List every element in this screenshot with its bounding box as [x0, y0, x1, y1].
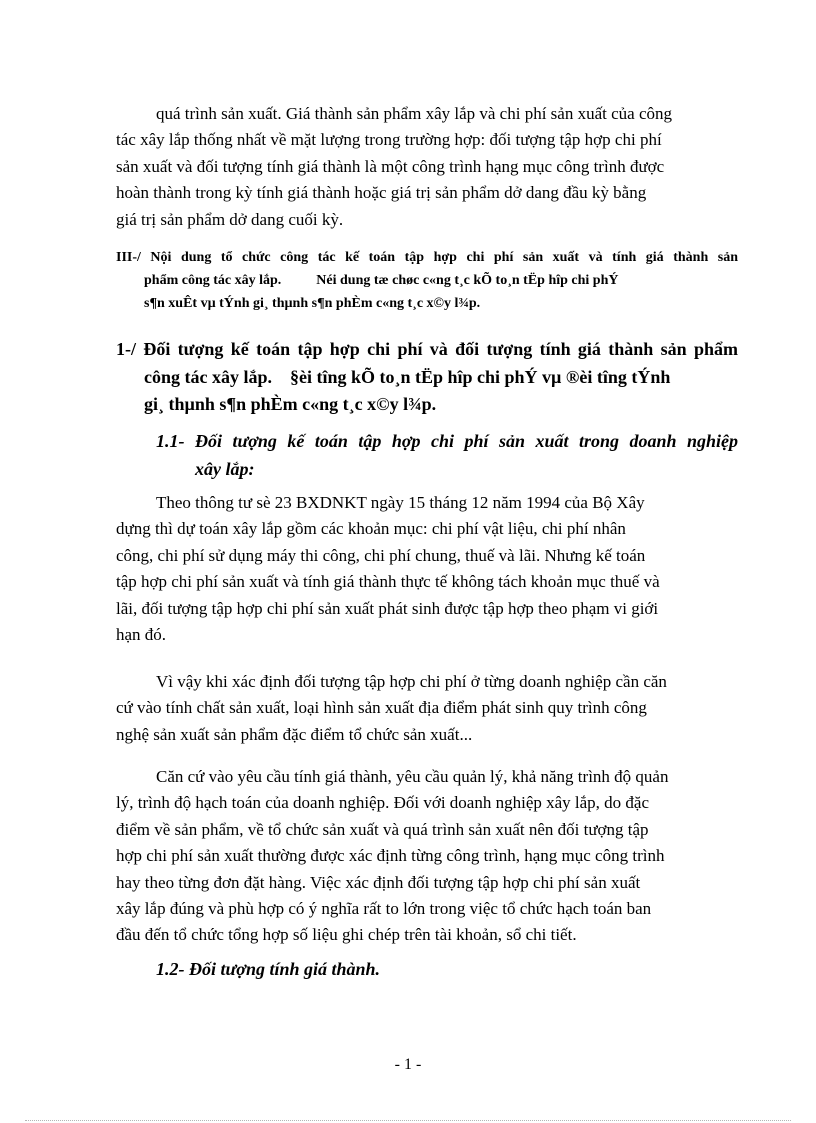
paragraph-2	[116, 490, 738, 648]
page-bottom-divider	[25, 1120, 791, 1121]
paragraph-line: hoàn thành trong kỳ tính giá thành hoặc giá trị sản phẩm dở dang đầu kỳ bằng	[116, 183, 647, 203]
section-heading-line: s¶n xuÊt vµ tÝnh gi¸ thµnh s¶n phÈm c«ng t¸c x©y l¾p.	[144, 296, 481, 311]
heading-line: gi¸ thµnh s¶n phÈm c«ng t¸c x©y l¾p.	[144, 394, 437, 414]
heading-line: xây lắp:	[195, 459, 255, 479]
paragraph-line: công, chi phí sử dụng máy thi công, chi phí chung, thuế và lãi. Nhưng kế toán	[116, 545, 646, 565]
heading-1-1	[116, 427, 738, 483]
paragraph-4	[116, 764, 738, 949]
paragraph-line: sản xuất và đối tượng tính giá thành là một công trình hạng mục công trình được	[116, 156, 665, 176]
section-heading-line: III-/ Nội dung tổ chức công tác kế toán tập hợp chi phí sản xuất và tính giá thành sản	[116, 250, 738, 265]
heading-line: 1.1- Đối tượng kế toán tập hợp chi phí sản xuất trong doanh nghiệp	[156, 431, 738, 451]
section-iii-heading	[116, 246, 738, 315]
paragraph-3	[116, 669, 738, 748]
heading-1	[116, 336, 738, 419]
paragraph-line: cứ vào tính chất sản xuất, loại hình sản xuất địa điểm phát sinh quy trình công	[116, 698, 647, 718]
heading-line: 1-/ Đối tượng kế toán tập hợp chi phí và đối tượng tính giá thành sản phẩm	[116, 339, 738, 359]
intro-paragraph	[116, 101, 738, 233]
paragraph-line: đầu đến tổ chức tổng hợp số liệu ghi chép trên tài khoản, sổ chi tiết.	[116, 925, 577, 945]
paragraph-line: lãi, đối tượng tập hợp chi phí sản xuất phát sinh được tập hợp theo phạm vi giới	[116, 598, 659, 618]
paragraph-line: Vì vậy khi xác định đối tượng tập hợp chi phí ở từng doanh nghiệp cần căn	[156, 672, 667, 691]
paragraph-line: Căn cứ vào yêu cầu tính giá thành, yêu cầu quản lý, khả năng trình độ quản	[156, 767, 669, 786]
paragraph-line: giá trị sản phẩm dở dang cuối kỳ.	[116, 209, 344, 229]
paragraph-line: điểm về sản phẩm, về tổ chức sản xuất và quá trình sản xuất nên đối tượng tập	[116, 819, 649, 839]
paragraph-line: dựng thì dự toán xây lắp gồm các khoản mục: chi phí vật liệu, chi phí nhân	[116, 519, 626, 539]
paragraph-line: quá trình sản xuất. Giá thành sản phẩm xây lắp và chi phí sản xuất của công	[156, 104, 672, 123]
heading-1-2: 1.2- Đối tượng tính giá thành.	[156, 959, 381, 979]
paragraph-line: tập hợp chi phí sản xuất và tính giá thành thực tế không tách khoản mục thuế và	[116, 572, 660, 592]
paragraph-line: hay theo từng đơn đặt hàng. Việc xác định đối tượng tập hợp chi phí sản xuất	[116, 872, 641, 892]
paragraph-line: tác xây lắp thống nhất về mặt lượng trong trường hợp: đối tượng tập hợp chi phí	[116, 130, 662, 150]
paragraph-line: Theo thông tư sè 23 BXDNKT ngày 15 tháng 12 năm 1994 của Bộ Xây	[156, 493, 645, 512]
paragraph-line: hợp chi phí sản xuất thường được xác định từng công trình, hạng mục công trình	[116, 846, 665, 866]
section-heading-line: phẩm công tác xây lắp. Néi dung tæ chøc c«ng t¸c kÕ to¸n tËp hîp chi phÝ	[144, 273, 619, 288]
page-number: - 1 -	[394, 1056, 422, 1073]
heading-line: công tác xây lắp. §èi tîng kÕ to¸n tËp hîp chi phÝ vµ ®èi tîng tÝnh	[144, 366, 671, 387]
paragraph-line: nghệ sản xuất sản phẩm đặc điểm tổ chức sản xuất...	[116, 724, 473, 744]
paragraph-line: hạn đó.	[116, 625, 167, 645]
paragraph-line: lý, trình độ hạch toán của doanh nghiệp. Đối với doanh nghiệp xây lắp, do đặc	[116, 793, 650, 813]
paragraph-line: xây lắp đúng và phù hợp có ý nghĩa rất to lớn trong việc tổ chức hạch toán ban	[116, 899, 652, 919]
